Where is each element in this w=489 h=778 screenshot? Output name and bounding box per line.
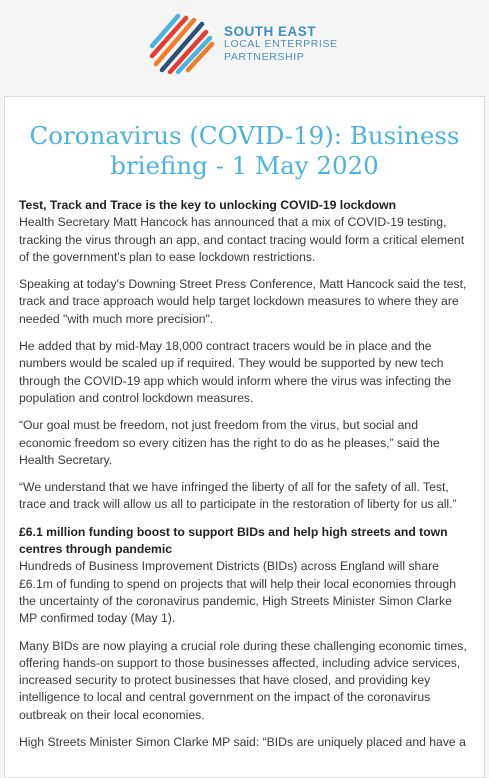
paragraph	[19, 197, 470, 266]
logo-stripes-icon	[148, 12, 220, 74]
lep-logo[interactable]	[148, 12, 368, 78]
paragraph	[19, 524, 470, 628]
paragraph: “We understand that we have infringed the liberty of all for the safety of all. Test, trace and track will allow us all to participate in the restoration of liberty for us all.”	[19, 480, 457, 512]
section-heading: Test, Track and Trace is the key to unlocking COVID-19 lockdown	[19, 198, 397, 212]
paragraph: He added that by mid-May 18,000 contract tracers would be in place and the numbers would be scaled up if required. They would be supported by new tech through the COVID-19 app which would inform where the virus was infecting the population and control lockdown measures.	[19, 339, 452, 405]
paragraph: “Our goal must be freedom, not just freedom from the virus, but social and economic freedom so every citizen has the right to do as he pleases,” said the Health Secretary.	[19, 418, 440, 467]
logo-line-2: LOCAL ENTERPRISE	[224, 38, 338, 50]
article-body	[5, 197, 484, 751]
section-lead: Health Secretary Matt Hancock has announced that a mix of COVID-19 testing, tracking the virus through an app, and contact tracing would form a critical element of the government's plan to ease lockdown restrictions.	[19, 215, 465, 264]
paragraph: Many BIDs are now playing a crucial role during these challenging economic times, offering hands-on support to those businesses affected, including advice services, increased security to protect businesses that have closed, and providing key intelligence to local and central government on the impact of the coronavirus outbreak on their local economies.	[19, 638, 467, 722]
article-title: Coronavirus (COVID-19): Business briefing - 1 May 2020	[29, 121, 460, 180]
logo-text	[224, 25, 338, 64]
paragraph: Speaking at today's Downing Street Press Conference, Matt Hancock said the test, track and trace approach would help target lockdown measures to where they are needed "with much more precision".	[19, 277, 467, 326]
logo-line-1: SOUTH EAST	[224, 24, 317, 39]
section-lead: Hundreds of Business Improvement Districts (BIDs) across England will share £6.1m of funding to spend on projects that will help their local economies through the uncertainty of the coronavirus pandemic, High Streets Minister Simon Clarke MP confirmed today (May 1).	[19, 559, 456, 626]
section-heading: £6.1 million funding boost to support BIDs and help high streets and town centres through pandemic	[19, 524, 448, 557]
logo-line-3: PARTNERSHIP	[224, 51, 305, 63]
article-card	[4, 96, 485, 778]
header	[0, 0, 489, 94]
paragraph: High Streets Minister Simon Clarke MP said: “BIDs are uniquely placed and have a	[19, 735, 466, 750]
